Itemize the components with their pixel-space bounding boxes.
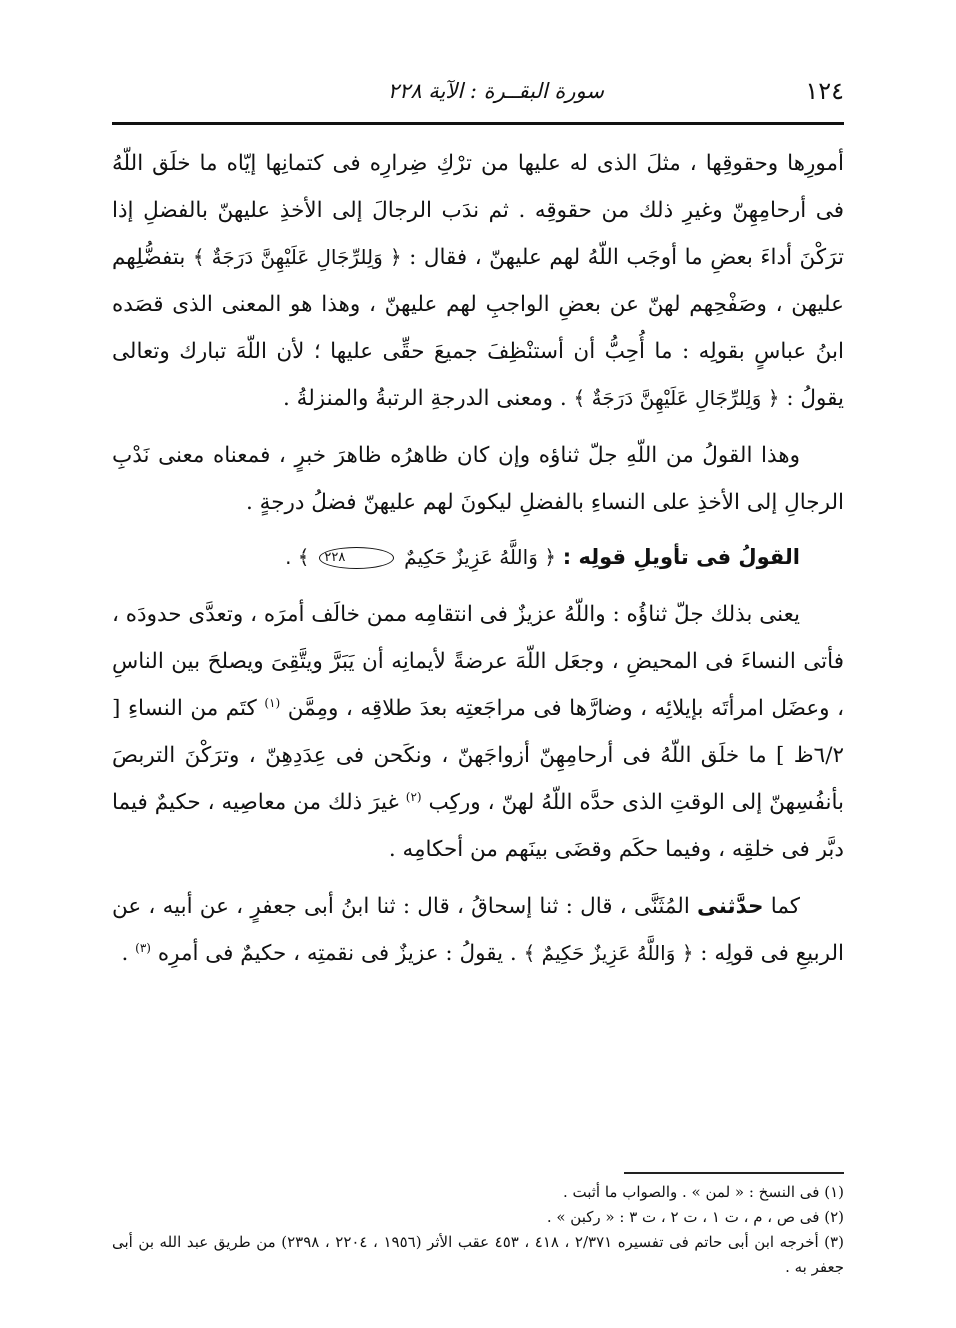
paragraph-4 bbox=[112, 883, 844, 977]
paragraph-3-text: غيرَ ذلك من معاصِيه ، حكيمٌ فيما دبَّر فى خلقِه ، وفيما حكَم وقضَى بينَهم من أحكامِه . bbox=[112, 790, 844, 862]
section-heading bbox=[112, 534, 844, 581]
narration-keyword: حدَّثنى bbox=[697, 894, 764, 919]
paragraph-3-text: يعنى بذلك جلّ ثناؤُه : واللّهُ عزيزٌ فى انتقامِه ممن خالَف أمرَه ، وتعدَّى حدودَه ، فأتى النساءَ فى المحيضِ ، وجعَل اللّهَ عرضةً لأيمانِه أن يَبَرَّ ويتَّقِىَ ويصلحَ بين الناسِ ، وعضَل امرأتَه بإيلائِه ، وضارَّها فى مراجَعتِه بعدَ طلاقِه ، ومِمَّن bbox=[111, 602, 845, 721]
paragraph-4-end: . bbox=[121, 941, 129, 966]
section-heading-label: القولُ فى تأويلِ قولِه : bbox=[562, 545, 800, 569]
paragraph-4-text: المُثَنَّى ، قال : ثنا إسحاقُ ، قال : ثنا ابنُ أبى جعفرٍ ، عن أبيه ، عن الربيعِ فى قولِه : bbox=[112, 894, 844, 966]
footnote-marker-1[interactable]: (١) bbox=[264, 695, 281, 710]
paragraph-1-continued: بتفضُّلِهم عليهن ، وصَفْحِهم لهنّ عن بعضِ الواجبِ لهم عليهنّ ، وهذا هو المعنى الذى قصَده ابنُ عباسٍ بقولِه : ما أُحِبُّ أن أستنْظِفَ جميعَ حقِّى عليها ؛ لأن اللّهَ تبارك وتعالى يقولُ : bbox=[112, 245, 844, 411]
paragraph-4-text: كما bbox=[770, 894, 800, 919]
footnotes bbox=[112, 1180, 844, 1280]
paragraph-3 bbox=[112, 591, 844, 873]
header-rule bbox=[112, 122, 844, 125]
footnote-1: (١) فى النسخ : « لمن » . والصواب ما أثبت . bbox=[562, 1183, 844, 1201]
quran-quote: ﴿ وَلِلرِّجَالِ عَلَيْهِنَّ دَرَجَةٌ ﴾ bbox=[573, 386, 780, 410]
manuscript-marker: [ ٦/٢ظ ] bbox=[112, 696, 844, 768]
running-title: سورة البقــرة : الآية ٢٢٨ bbox=[387, 79, 604, 103]
footnote-marker-3[interactable]: (٣) bbox=[135, 940, 151, 955]
paragraph-3-text: ما خلَق اللّهُ فى أرحامِهِنّ أزواجَهنّ ، ونكَحن فى عِدَدِهِنّ ، وترَكْنَ التربصَ بأنفُسِهنّ إلى الوقتِ الذى حدَّه اللّهُ لهنّ ، وركِب bbox=[112, 743, 844, 815]
ayah-number-badge: ٢٢٨ bbox=[319, 547, 394, 569]
paragraph-3-text: كتَم من النساءِ bbox=[127, 696, 257, 721]
paragraph-1-end: . ومعنى الدرجةِ الرتبةُ والمنزلةُ . bbox=[283, 386, 567, 411]
footnote-rule bbox=[624, 1172, 844, 1174]
quran-quote: ﴿ وَاللَّهُ عَزِيزٌ حَكِيمٌ ﴾ bbox=[523, 941, 694, 965]
paragraph-4-text: . يقولُ : عزيزٌ فى نقمتِه ، حكيمٌ فى أمرِه bbox=[157, 941, 517, 966]
footnote-2: (٢) فى ص ، م ، ت ١ ، ت ٢ ، ت ٣ : « ركبن » . bbox=[546, 1208, 844, 1226]
main-text bbox=[112, 140, 844, 977]
page-number: ١٢٤ bbox=[805, 77, 844, 105]
quran-quote: ﴿ وَاللَّهُ عَزِيزٌ حَكِيمٌ bbox=[404, 545, 556, 569]
quran-quote: ﴿ وَلِلرِّجَالِ عَلَيْهِنَّ دَرَجَةٌ ﴾ bbox=[192, 245, 402, 269]
paragraph-2 bbox=[112, 432, 844, 526]
footnote-marker-2[interactable]: (٢) bbox=[405, 789, 422, 804]
page-header bbox=[112, 76, 844, 106]
footnote-3: (٣) أخرجه ابن أبى حاتم فى تفسيره ٢/٣٧١ ، ٤١٨ ، ٤٥٣ عقب الأثر (١٩٥٦ ، ٢٢٠٤ ، ٢٣٩٨) من طريق عبد الله بن أبى جعفر به . bbox=[112, 1233, 844, 1276]
paragraph-1-text: أمورِها وحقوقِها ، مثلَ الذى له عليها من ترْكِ ضِرارِه فى كتمانِها إيّاه ما خلَق اللّهُ فى أرحامِهِنّ وغيرِ ذلك من حقوقِه . ثم ندَب الرجالَ إلى الأخذِ عليهنّ بالفضلِ إذا ترَكْنَ أداءَ بعضِ ما أوجَب اللّهُ لهم عليهنّ ، فقال : bbox=[112, 151, 845, 270]
quran-quote-close: ﴾ . bbox=[285, 545, 310, 569]
paragraph-2-text: وهذا القولُ من اللّهِ جلّ ثناؤه وإن كان ظاهرُه ظاهرَ خبرٍ ، فمعناه معنى نَدْبِ الرجالِ إلى الأخذِ على النساءِ بالفضلِ ليكونَ لهم عليهنّ فضلُ درجةٍ . bbox=[112, 443, 844, 515]
paragraph-1 bbox=[112, 140, 844, 422]
